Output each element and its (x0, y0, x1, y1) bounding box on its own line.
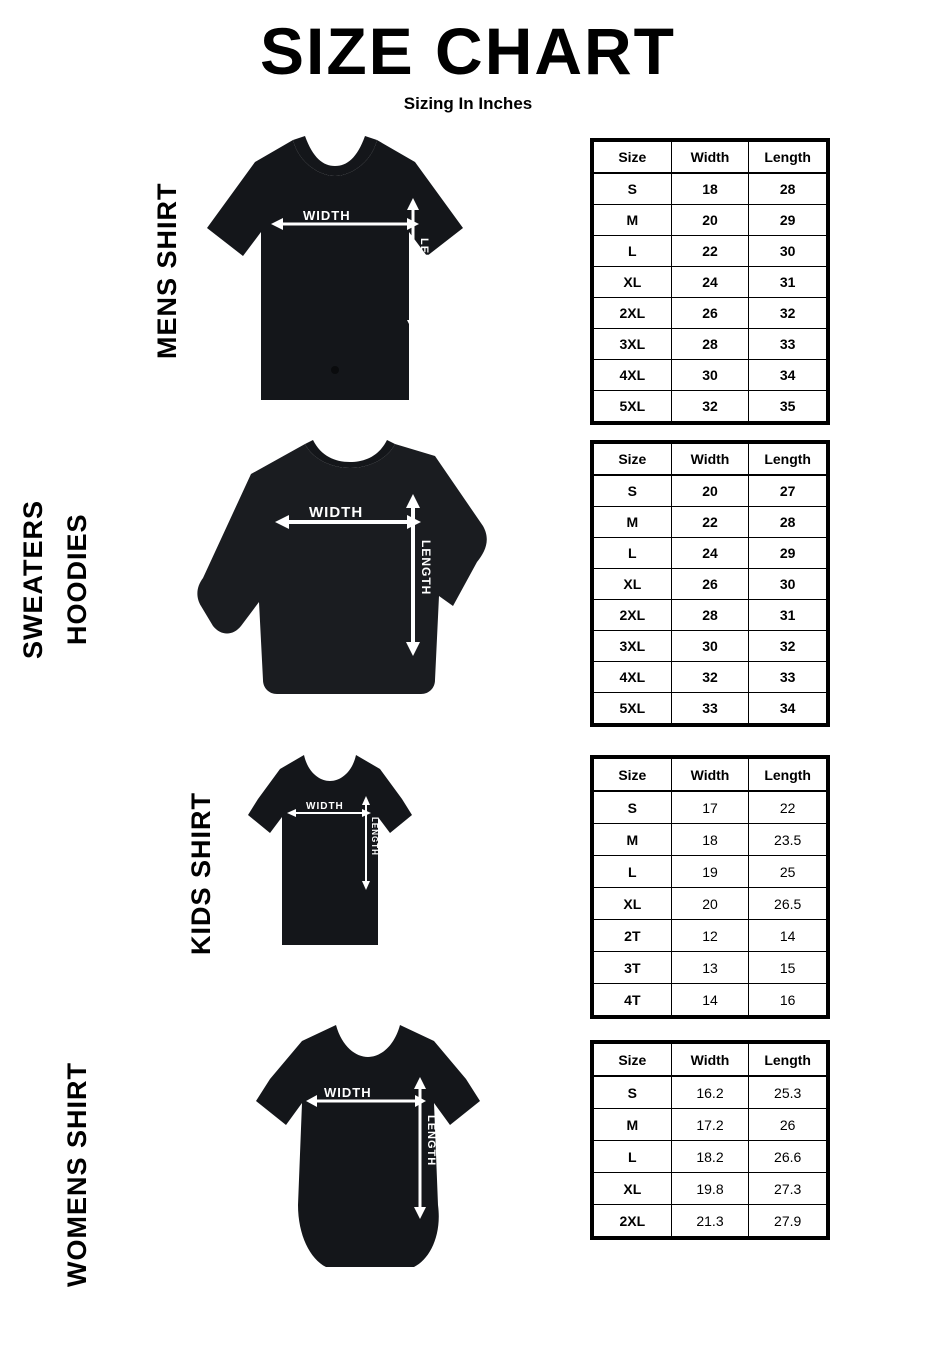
cell-size: 5XL (594, 693, 672, 724)
cell-width: 28 (671, 600, 749, 631)
table-row (594, 391, 827, 422)
col-length: Length (749, 142, 827, 174)
cell-length: 23.5 (749, 824, 827, 856)
table-kids (593, 758, 827, 1016)
cell-size: 3XL (594, 631, 672, 662)
table-row (594, 538, 827, 569)
cell-width: 22 (671, 507, 749, 538)
cell-size: XL (594, 888, 672, 920)
cell-length: 29 (749, 205, 827, 236)
col-length: Length (749, 759, 827, 792)
table-row (594, 693, 827, 724)
cell-length: 34 (749, 693, 827, 724)
section-kids-shirt (0, 745, 936, 1010)
sweater-length-label: LENGTH (419, 540, 433, 596)
cell-size: L (594, 1141, 672, 1173)
table-womens (593, 1043, 827, 1237)
table-row (594, 569, 827, 600)
table-row (594, 856, 827, 888)
cell-size: S (594, 475, 672, 507)
cell-size: 2XL (594, 298, 672, 329)
cell-length: 26 (749, 1109, 827, 1141)
cell-length: 35 (749, 391, 827, 422)
cell-size: XL (594, 267, 672, 298)
table-row (594, 824, 827, 856)
cell-size: S (594, 1076, 672, 1109)
cell-width: 16.2 (671, 1076, 749, 1109)
table-row (594, 600, 827, 631)
cell-width: 26 (671, 298, 749, 329)
cell-length: 30 (749, 236, 827, 267)
col-width: Width (671, 142, 749, 174)
table-row (594, 1076, 827, 1109)
cell-length: 27 (749, 475, 827, 507)
mens-width-label: WIDTH (303, 208, 351, 223)
table-row (594, 1109, 827, 1141)
cell-size: L (594, 856, 672, 888)
cell-width: 22 (671, 236, 749, 267)
cell-width: 17 (671, 791, 749, 824)
mens-length-label: LENGTH (418, 238, 430, 290)
cell-width: 24 (671, 538, 749, 569)
cell-width: 20 (671, 888, 749, 920)
cell-length: 27.9 (749, 1205, 827, 1237)
table-header-row (594, 759, 827, 792)
cell-length: 28 (749, 507, 827, 538)
table-row (594, 920, 827, 952)
womens-shirt-size-table (590, 1040, 830, 1240)
table-row (594, 236, 827, 267)
table-mens (593, 141, 827, 422)
table-header-row (594, 444, 827, 476)
cell-width: 17.2 (671, 1109, 749, 1141)
cell-length: 31 (749, 267, 827, 298)
cell-width: 14 (671, 984, 749, 1016)
cell-length: 27.3 (749, 1173, 827, 1205)
cell-length: 26.6 (749, 1141, 827, 1173)
page-header (0, 14, 936, 114)
cell-width: 18.2 (671, 1141, 749, 1173)
table-row (594, 507, 827, 538)
cell-width: 20 (671, 205, 749, 236)
cell-width: 24 (671, 267, 749, 298)
col-width: Width (671, 1044, 749, 1077)
cell-length: 34 (749, 360, 827, 391)
womens-shirt-illustration (240, 1015, 500, 1285)
col-size: Size (594, 759, 672, 792)
cell-length: 29 (749, 538, 827, 569)
sweater-svg (185, 430, 515, 720)
cell-size: M (594, 1109, 672, 1141)
cell-size: 4T (594, 984, 672, 1016)
sweaters-hoodies-size-table (590, 440, 830, 727)
category-label-hoodies: HOODIES (62, 513, 92, 645)
womens-shirt-svg (240, 1015, 500, 1285)
kids-width-label: WIDTH (306, 801, 344, 812)
table-row (594, 952, 827, 984)
table-row (594, 791, 827, 824)
womens-width-label: WIDTH (324, 1085, 372, 1100)
cell-length: 28 (749, 173, 827, 205)
page-title: SIZE CHART (260, 14, 676, 88)
col-length: Length (749, 444, 827, 476)
mens-shirt-svg (185, 128, 485, 413)
cell-length: 32 (749, 631, 827, 662)
womens-length-label: LENGTH (425, 1115, 437, 1167)
cell-width: 28 (671, 329, 749, 360)
cell-size: 4XL (594, 662, 672, 693)
cell-size: 2XL (594, 600, 672, 631)
cell-size: 3XL (594, 329, 672, 360)
col-width: Width (671, 444, 749, 476)
cell-length: 33 (749, 329, 827, 360)
cell-length: 15 (749, 952, 827, 984)
table-row (594, 662, 827, 693)
cell-size: M (594, 205, 672, 236)
table-row (594, 205, 827, 236)
category-label-kids-shirt: KIDS SHIRT (186, 792, 216, 956)
table-header-row (594, 142, 827, 174)
cell-width: 18 (671, 173, 749, 205)
col-length: Length (749, 1044, 827, 1077)
cell-length: 26.5 (749, 888, 827, 920)
cell-size: L (594, 236, 672, 267)
page-subtitle: Sizing In Inches (403, 94, 533, 113)
table-row (594, 329, 827, 360)
cell-width: 18 (671, 824, 749, 856)
cell-size: L (594, 538, 672, 569)
cell-width: 13 (671, 952, 749, 984)
cell-length: 16 (749, 984, 827, 1016)
cell-width: 19.8 (671, 1173, 749, 1205)
cell-length: 31 (749, 600, 827, 631)
cell-width: 26 (671, 569, 749, 600)
kids-shirt-illustration (240, 745, 420, 960)
category-label-sweaters: SWEATERS (18, 499, 48, 659)
section-womens-shirt (0, 1015, 936, 1325)
cell-size: 5XL (594, 391, 672, 422)
table-row (594, 1205, 827, 1237)
sweater-illustration (185, 430, 515, 720)
cell-length: 30 (749, 569, 827, 600)
section-mens-shirt (0, 128, 936, 428)
table-header-row (594, 1044, 827, 1077)
category-label-womens-shirt: WOMENS SHIRT (62, 1062, 92, 1288)
cell-width: 32 (671, 391, 749, 422)
col-size: Size (594, 1044, 672, 1077)
cell-width: 30 (671, 631, 749, 662)
col-width: Width (671, 759, 749, 792)
mens-shirt-illustration (185, 128, 485, 413)
mens-shirt-size-table (590, 138, 830, 425)
table-row (594, 1173, 827, 1205)
cell-length: 32 (749, 298, 827, 329)
table-row (594, 475, 827, 507)
table-row (594, 173, 827, 205)
cell-size: M (594, 824, 672, 856)
cell-width: 33 (671, 693, 749, 724)
cell-size: 3T (594, 952, 672, 984)
cell-width: 32 (671, 662, 749, 693)
cell-size: S (594, 791, 672, 824)
col-size: Size (594, 444, 672, 476)
cell-width: 30 (671, 360, 749, 391)
cell-length: 22 (749, 791, 827, 824)
cell-width: 12 (671, 920, 749, 952)
kids-shirt-svg (240, 745, 420, 960)
table-row (594, 298, 827, 329)
cell-size: 2XL (594, 1205, 672, 1237)
cell-length: 25.3 (749, 1076, 827, 1109)
table-row (594, 267, 827, 298)
cell-size: S (594, 173, 672, 205)
cell-size: XL (594, 1173, 672, 1205)
table-row (594, 1141, 827, 1173)
cell-size: 2T (594, 920, 672, 952)
sweater-width-label: WIDTH (309, 504, 364, 521)
cell-width: 21.3 (671, 1205, 749, 1237)
col-size: Size (594, 142, 672, 174)
table-row (594, 360, 827, 391)
table-row (594, 631, 827, 662)
kids-shirt-size-table (590, 755, 830, 1019)
category-label-mens-shirt: MENS SHIRT (152, 182, 182, 360)
cell-size: 4XL (594, 360, 672, 391)
cell-length: 33 (749, 662, 827, 693)
cell-length: 14 (749, 920, 827, 952)
table-row (594, 984, 827, 1016)
cell-length: 25 (749, 856, 827, 888)
section-sweaters-hoodies (0, 430, 936, 740)
cell-size: XL (594, 569, 672, 600)
cell-width: 20 (671, 475, 749, 507)
table-sweaters (593, 443, 827, 724)
cell-size: M (594, 507, 672, 538)
kids-length-label: LENGTH (370, 817, 379, 856)
cell-width: 19 (671, 856, 749, 888)
table-row (594, 888, 827, 920)
